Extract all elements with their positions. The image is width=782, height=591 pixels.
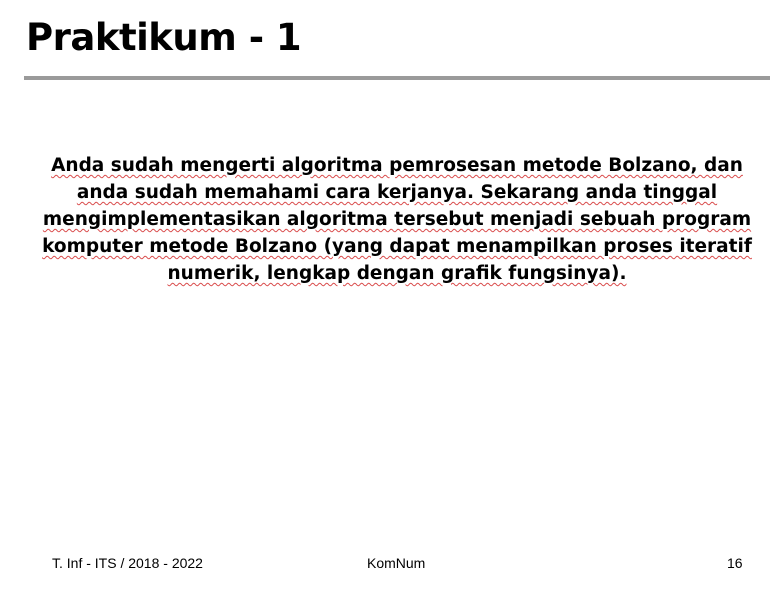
footer-subject: KomNum xyxy=(367,555,426,571)
footer-course-info: T. Inf - ITS / 2018 - 2022 xyxy=(52,555,203,571)
title-divider xyxy=(24,76,770,80)
slide-title: Praktikum - 1 xyxy=(26,16,302,59)
footer-page-number: 16 xyxy=(727,555,743,571)
body-text: Anda sudah mengerti algoritma pemrosesan metode Bolzano, dan anda sudah memahami cara kerjanya. Sekarang anda tinggal mengimplementasikan algoritma tersebut menjadi sebuah program komputer metode Bolzano (yang dapat menampilkan proses iteratif numerik, lengkap dengan grafik fungsinya). xyxy=(42,155,752,284)
body-paragraph xyxy=(40,152,754,287)
